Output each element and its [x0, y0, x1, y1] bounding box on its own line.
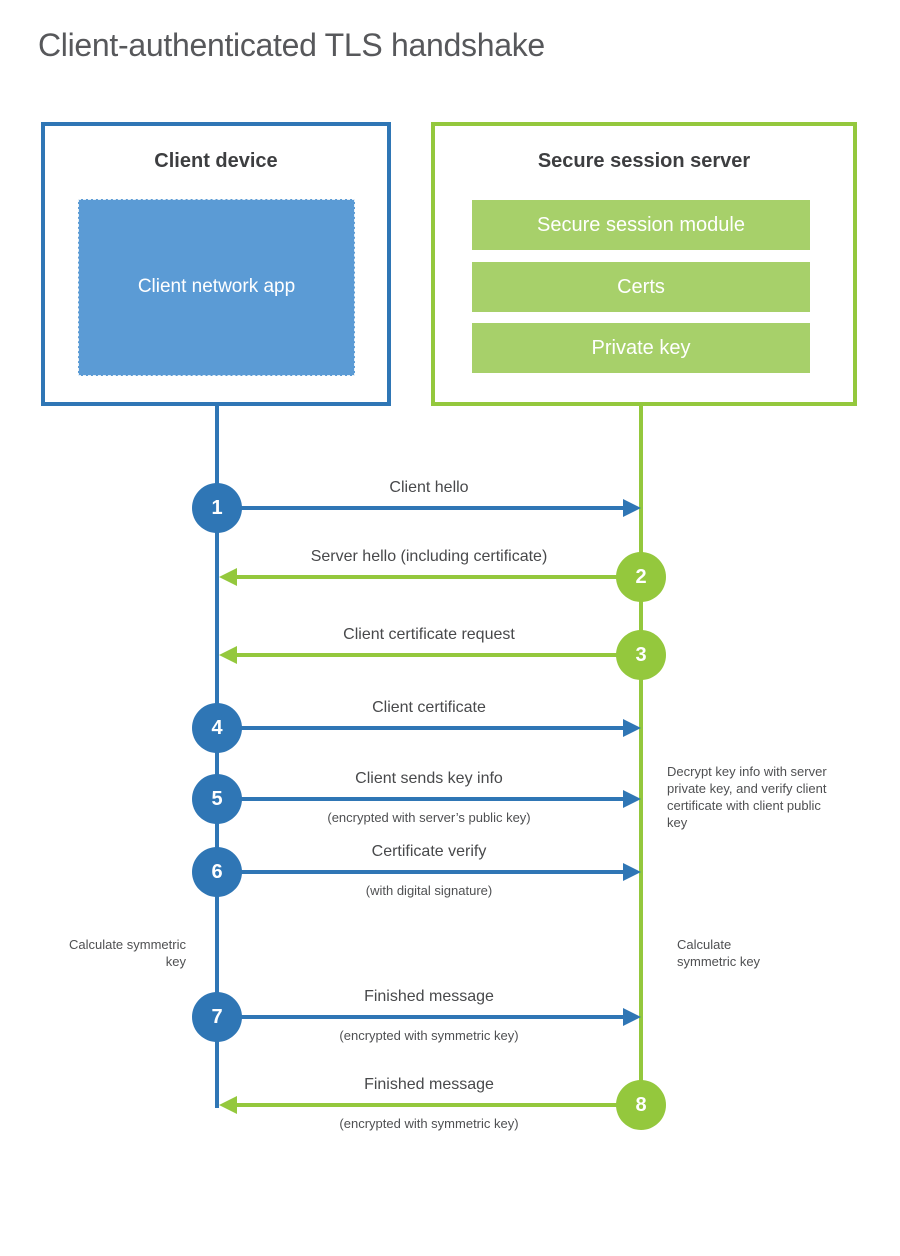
arrow-line-3 — [235, 653, 641, 657]
message-label-6: Certificate verify — [371, 843, 487, 860]
message-label-7: Finished message — [364, 988, 494, 1005]
arrowhead-left-icon — [219, 1096, 237, 1114]
arrowhead-left-icon — [219, 646, 237, 664]
arrow-line-7 — [217, 1015, 623, 1019]
step-circle-2: 2 — [616, 552, 666, 602]
secure-session-server-title: Secure session server — [537, 150, 751, 172]
message-sublabel-8: (encrypted with symmetric key) — [339, 1116, 519, 1131]
message-label-2: Server hello (including certificate) — [310, 548, 548, 565]
arrow-line-4 — [217, 726, 623, 730]
arrowhead-left-icon — [219, 568, 237, 586]
arrow-line-2 — [235, 575, 641, 579]
message-sublabel-5: (encrypted with server’s public key) — [327, 810, 531, 825]
step-circle-1: 1 — [192, 483, 242, 533]
arrow-line-5 — [217, 797, 623, 801]
arrowhead-right-icon — [623, 1008, 641, 1026]
client-network-app-box — [78, 199, 355, 376]
note-calculate-symmetric-key-server: Calculate symmetric key — [677, 937, 761, 969]
server-module-label: Certs — [617, 275, 665, 298]
server-module-secure-session — [472, 200, 810, 250]
server-module-private-key — [472, 323, 810, 373]
message-label-5: Client sends key info — [355, 770, 503, 787]
note-calculate-symmetric-key-client: Calculate symmetric key — [68, 937, 186, 969]
server-module-label: Private key — [591, 336, 691, 359]
arrowhead-right-icon — [623, 863, 641, 881]
message-label-4: Client certificate — [372, 699, 486, 716]
arrowhead-right-icon — [623, 790, 641, 808]
message-sublabel-7: (encrypted with symmetric key) — [339, 1028, 519, 1043]
step-circle-5: 5 — [192, 774, 242, 824]
step-circle-7: 7 — [192, 992, 242, 1042]
client-network-app-label: Client network app — [137, 276, 296, 298]
step-circle-6: 6 — [192, 847, 242, 897]
arrowhead-right-icon — [623, 719, 641, 737]
server-module-label: Secure session module — [537, 213, 745, 236]
message-label-8: Finished message — [364, 1076, 494, 1093]
arrowhead-right-icon — [623, 499, 641, 517]
page-title: Client-authenticated TLS handshake — [38, 27, 545, 63]
step-circle-4: 4 — [192, 703, 242, 753]
arrow-line-6 — [217, 870, 623, 874]
step-circle-8: 8 — [616, 1080, 666, 1130]
message-label-1: Client hello — [389, 479, 469, 496]
message-label-3: Client certificate request — [343, 626, 515, 643]
step-circle-3: 3 — [616, 630, 666, 680]
client-device-title: Client device — [154, 150, 278, 172]
message-sublabel-6: (with digital signature) — [365, 883, 493, 898]
arrow-line-8 — [235, 1103, 641, 1107]
note-decrypt-key-info: Decrypt key info with server private key, and verify client certificate with client public key — [667, 764, 827, 830]
server-module-certs — [472, 262, 810, 312]
arrow-line-1 — [217, 506, 623, 510]
